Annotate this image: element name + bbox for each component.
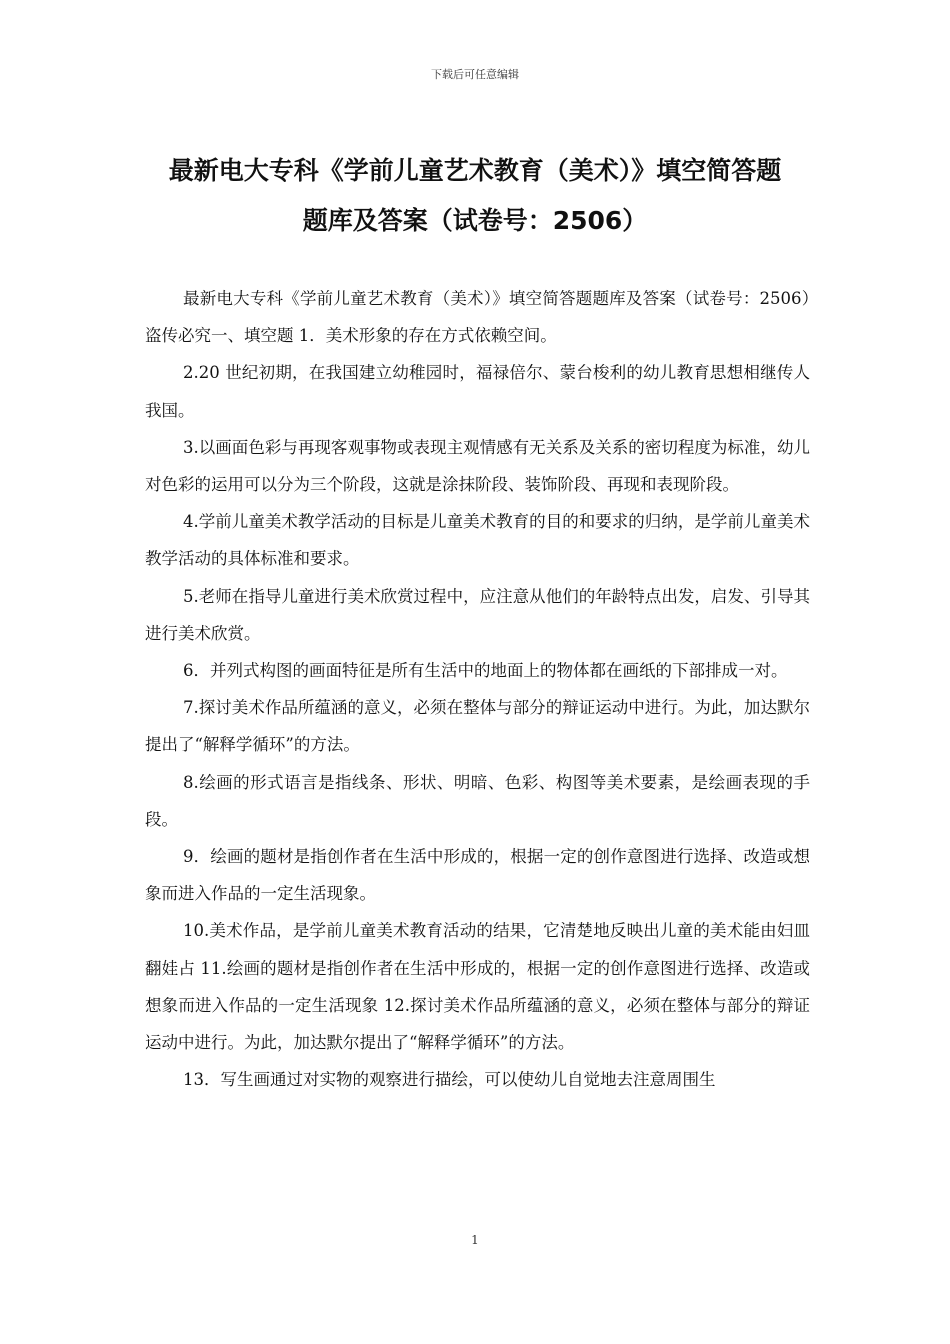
title-line-2: 题库及答案（试卷号：2506） xyxy=(302,206,648,235)
paragraph: 4.学前儿童美术教学活动的目标是儿童美术教育的目的和要求的归纳，是学前儿童美术教学活动的具体标准和要求。 xyxy=(145,512,810,569)
page-number: 1 xyxy=(471,1233,479,1247)
paragraph: 13．写生画通过对实物的观察进行描绘，可以使幼儿自觉地去注意周围生 xyxy=(183,1070,716,1090)
paragraph: 9．绘画的题材是指创作者在生活中形成的，根据一定的创作意图进行选择、改造或想象而进入作品的一定生活现象。 xyxy=(145,847,810,904)
page-header: 下载后可任意编辑 xyxy=(431,68,519,81)
document-body xyxy=(145,280,810,1098)
paragraph: 8.绘画的形式语言是指线条、形状、明暗、色彩、构图等美术要素，是绘画表现的手段。 xyxy=(145,772,810,829)
document-title xyxy=(130,146,820,246)
paragraph: 2.20 世纪初期，在我国建立幼稚园时，福禄倍尔、蒙台梭利的幼儿教育思想相继传人我国。 xyxy=(145,363,810,420)
paragraph: 最新电大专科《学前儿童艺术教育（美术）》填空简答题题库及答案（试卷号：2506）盗传必究一、填空题 1．美术形象的存在方式依赖空间。 xyxy=(145,289,810,346)
paragraph: 3.以画面色彩与再现客观事物或表现主观情感有无关系及关系的密切程度为标准，幼儿对色彩的运用可以分为三个阶段，这就是涂抹阶段、装饰阶段、再现和表现阶段。 xyxy=(145,437,810,495)
paragraph: 5.老师在指导儿童进行美术欣赏过程中，应注意从他们的年龄特点出发，启发、引导其进行美术欣赏。 xyxy=(145,586,810,643)
paragraph: 10.美术作品，是学前儿童美术教育活动的结果，它清楚地反映出儿童的美术能由妇皿翻娃占 11.绘画的题材是指创作者在生活中形成的，根据一定的创作意图进行选择、改造或想象而进入作品的一定生活现象 12.探讨美术作品所蕴涵的意义，必须在整体与部分的辩证运动中进行。为此，加达默尔提出了“解释学循环”的方法。 xyxy=(145,921,810,1053)
title-line-1: 最新电大专科《学前儿童艺术教育（美术）》填空简答题 xyxy=(168,156,782,185)
paragraph: 7.探讨美术作品所蕴涵的意义，必须在整体与部分的辩证运动中进行。为此，加达默尔提出了“解释学循环”的方法。 xyxy=(145,698,810,755)
paragraph: 6．并列式构图的画面特征是所有生活中的地面上的物体都在画纸的下部排成一对。 xyxy=(183,661,788,681)
